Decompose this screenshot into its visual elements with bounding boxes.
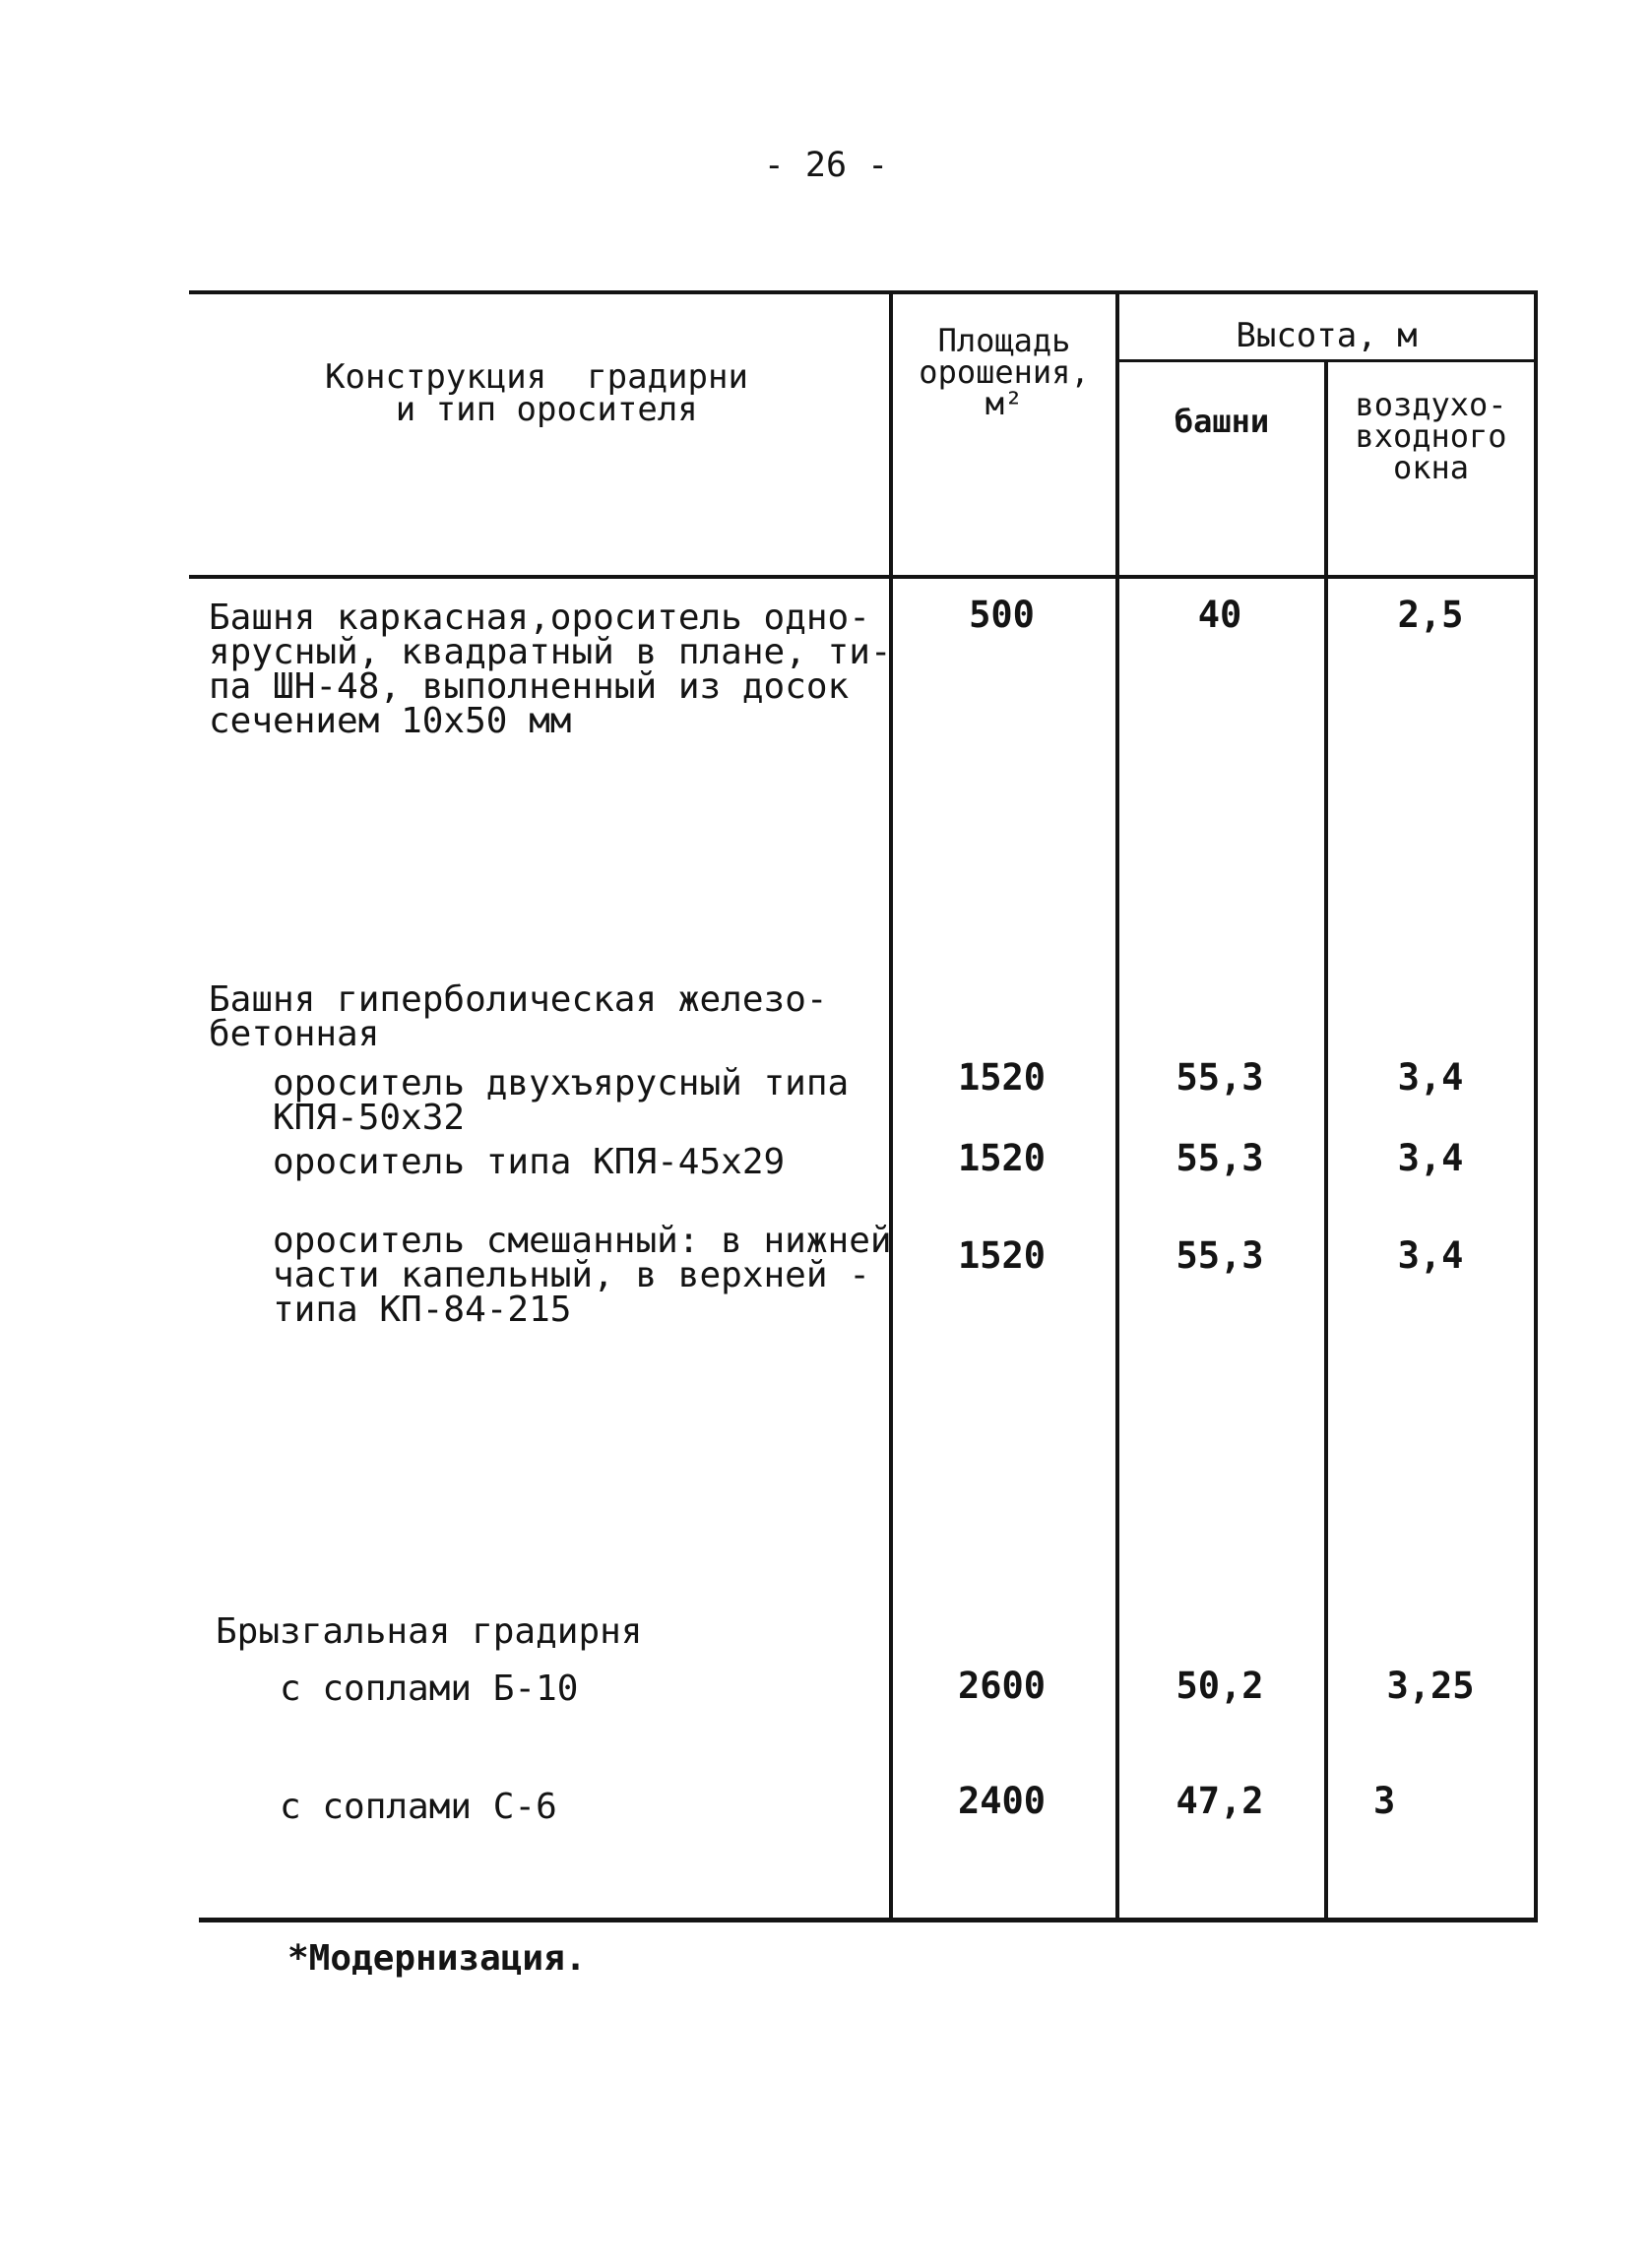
group-spray-cooler: Брызгальная градирня bbox=[216, 1611, 643, 1652]
group-hyperbolic-tower: Башня гиперболическая железо- бетонная bbox=[209, 979, 828, 1054]
row-c6-area: 2400 bbox=[957, 1780, 1047, 1822]
header-area: Площадь орошения, м² bbox=[919, 322, 1090, 422]
row-kpya-50-height: 55,3 bbox=[1175, 1056, 1264, 1099]
header-tower-height: башни bbox=[1174, 403, 1270, 440]
row-c6-text: с соплами С-6 bbox=[280, 1787, 557, 1827]
row-b10-window: 3,25 bbox=[1386, 1665, 1475, 1707]
row-mixed-window: 3,4 bbox=[1397, 1234, 1464, 1277]
footnote: *Модернизация. bbox=[287, 1938, 587, 1979]
row-c6-window: 3 bbox=[1373, 1780, 1396, 1822]
row-c6-height: 47,2 bbox=[1175, 1780, 1264, 1822]
row-kpya-50-area: 1520 bbox=[957, 1056, 1047, 1099]
page-number: - 26 - bbox=[763, 146, 889, 185]
row-kpya-45-window: 3,4 bbox=[1397, 1137, 1464, 1179]
row-frame-tower-area: 500 bbox=[969, 594, 1035, 636]
header-height-group: Высота, м bbox=[1236, 316, 1418, 355]
row-b10-text: с соплами Б-10 bbox=[280, 1669, 579, 1709]
table-bottom-rule bbox=[199, 1918, 1538, 1922]
header-construction: Конструкция градирни и тип оросителя bbox=[325, 357, 748, 429]
row-mixed-text: ороситель смешанный: в нижней части капельный, в верхней - типа КП-84-215 bbox=[273, 1221, 892, 1330]
row-kpya-45-area: 1520 bbox=[957, 1137, 1047, 1179]
row-mixed-area: 1520 bbox=[957, 1234, 1047, 1277]
row-kpya-45-text: ороситель типа КПЯ-45х29 bbox=[273, 1142, 786, 1182]
table-top-rule bbox=[189, 290, 1538, 294]
header-bottom-rule bbox=[189, 575, 1538, 579]
row-kpya-45-height: 55,3 bbox=[1175, 1137, 1264, 1179]
row-frame-tower-text: Башня каркасная,ороситель одно- ярусный, квадратный в плане, ти- па ШН-48, выполненный из досок сечением 10х50 мм bbox=[209, 598, 892, 741]
row-kpya-50-text: ороситель двухъярусный типа КПЯ-50х32 bbox=[273, 1063, 850, 1138]
row-b10-area: 2600 bbox=[957, 1665, 1047, 1707]
table-right-edge bbox=[1534, 292, 1538, 1919]
row-b10-height: 50,2 bbox=[1175, 1665, 1264, 1707]
row-mixed-height: 55,3 bbox=[1175, 1234, 1264, 1277]
row-frame-tower-height: 40 bbox=[1197, 594, 1242, 636]
header-window-height: воздухо- входного окна bbox=[1355, 386, 1507, 486]
row-frame-tower-window: 2,5 bbox=[1397, 594, 1464, 636]
row-kpya-50-window: 3,4 bbox=[1397, 1056, 1464, 1099]
